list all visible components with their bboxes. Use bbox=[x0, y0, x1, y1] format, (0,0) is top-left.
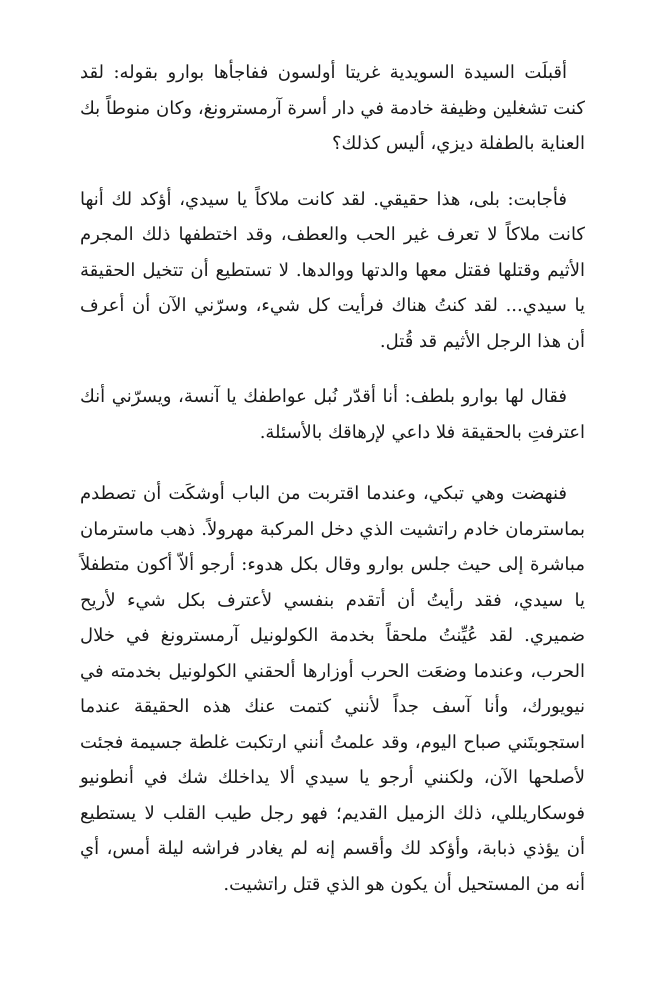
paragraph-masterman-confession: فنهضت وهي تبكي، وعندما اقتربت من الباب أوشكَت أن تصطدم بماسترمان خادم راتشيت الذي دخل المركبة مهرولاً. ذهب ماسترمان مباشرة إلى حيث جلس بوارو وقال بكل هدوء: أرجو ألاّ أكون متطفلاً يا سيدي، فقد رأيتُ أن أتقدم بنفسي لأعترف بكل شيء لأريح ضميري. لقد عُيِّنتُ ملحقاً بخدمة الكولونيل آرمسترونغ في خلال الحرب، وعندما وضعَت الحرب أوزارها ألحقني الكولونيل بخدمته في نيويورك، وأنا آسف جداً لأنني كتمت عنك هذه الحقيقة عندما استجوبتَني صباح اليوم، وقد علمتُ أنني ارتكبت غلطة جسيمة فجئت لأصلحها الآن، ولكنني أرجو يا سيدي ألا يداخلك شك في أنطونيو فوسكاريللي، ذلك الزميل القديم؛ فهو رجل طيب القلب لا يستطيع أن يؤذي ذبابة، وأؤكد لك وأقسم إنه لم يغادر فراشه ليلة أمس، أي أنه من المستحيل أن يكون هو الذي قتل راتشيت. bbox=[80, 483, 585, 895]
paragraph-olson-questioned: أقبلَت السيدة السويدية غريتا أولسون ففاجأها بوارو بقوله: لقد كنت تشغلين وظيفة خادمة في دار أسرة آرمسترونغ، وكان منوطاً بك العناية بالطفلة ديزي، أليس كذلك؟ bbox=[80, 62, 585, 154]
book-page bbox=[80, 55, 585, 902]
paragraph-poirot-reply: فقال لها بوارو بلطف: أنا أقدّر نُبل عواطفك يا آنسة، ويسرّني أنك اعترفتِ بالحقيقة فلا داعي لإرهاقك بالأسئلة. bbox=[80, 386, 585, 443]
paragraph-olson-answer: فأجابت: بلى، هذا حقيقي. لقد كانت ملاكاً يا سيدي، أؤكد لك أنها كانت ملاكاً لا تعرف غير الحب والعطف، وقد اختطفها ذلك المجرم الأثيم وقتلها فقتل معها والدتها ووالدها. لا تستطيع أن تتخيل الحقيقة يا سيدي... لقد كنتُ هناك فرأيت كل شيء، وسرّني الآن أن أعرف أن هذا الرجل الأثيم قد قُتل. bbox=[80, 188, 585, 352]
